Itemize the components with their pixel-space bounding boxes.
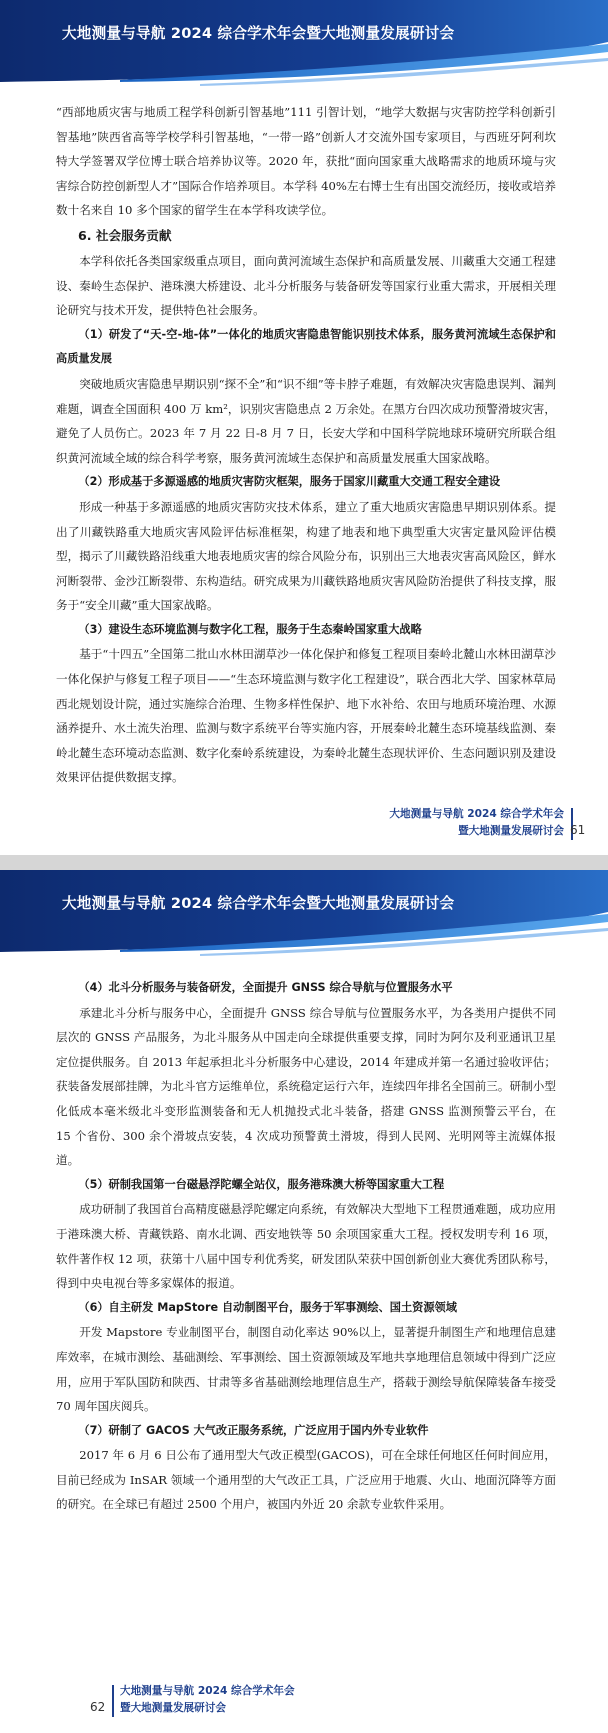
paragraph: 本学科依托各类国家级重点项目，面向黄河流域生态保护和高质量发展、川藏重大交通工程建设、秦岭生态保护、港珠澳大桥建设、北斗分析服务与装备研发等国家行业重大需求，开展相关理论研究与技术开发，提供特色社会服务。 xyxy=(56,253,556,318)
footer-divider xyxy=(112,1685,114,1717)
footer-line: 大地测量与导航 2024 综合学术年会 xyxy=(389,808,564,820)
header-title: 大地测量与导航 2024 综合学术年会暨大地测量发展研讨会 xyxy=(62,25,455,42)
item-title: （2）形成基于多源遥感的地质灾害防灾框架，服务于国家川藏重大交通工程安全建设 xyxy=(78,475,501,489)
header-banner xyxy=(0,870,608,956)
paragraph: 2017 年 6 月 6 日公布了通用型大气改正模型(GACOS)，可在全球任何地区任何时间应用，目前已经成为 InSAR 领域一个通用型的大气改正工具，广泛应用于地震、火山、地面沉降等方面的研究。在全球已有超过 2500 个用户，被国内外近 20 余款专业软件采用。 xyxy=(56,1448,556,1512)
paragraph: 开发 Mapstore 专业制图平台，制图自动化率达 90%以上，显著提升制图生产和地理信息建库效率，在城市测绘、基础测绘、军事测绘、国土资源领域及军地共享地理信息领域中得到广泛应用，应用于军队国防和陕西、甘肃等多省基础测绘地理信息生产，搭载于测绘导航保障装备车接受 70 周年国庆阅兵。 xyxy=(56,1325,556,1414)
page-61-body xyxy=(56,100,556,790)
page-61 xyxy=(0,0,608,855)
paragraph: 成功研制了我国首台高精度磁悬浮陀螺定向系统，有效解决大型地下工程贯通难题，成功应用于港珠澳大桥、青藏铁路、南水北调、西安地铁等 50 余项国家重大工程。授权发明专利 16 项，软件著作权 12 项，获第十八届中国专利优秀奖，研发团队荣获中国创新创业大赛优秀团队称号，得到中央电视台等多家媒体的报道。 xyxy=(56,1202,556,1291)
paragraph: 突破地质灾害隐患早期识别“探不全”和“识不细”等卡脖子难题，有效解决灾害隐患误判、漏判难题，调查全国面积 400 万 km²，识别灾害隐患点 2 万余处。在黑方台四次成功预警滑坡灾害，避免了人员伤亡。2023 年 7 月 22 日-8 月 7 日，长安大学和中国科学院地球环境研究所联合组织黄河流域全域的综合科学考察，服务黄河流域生态保护和高质量发展重大国家战略。 xyxy=(56,376,556,465)
page-number: 62 xyxy=(90,1700,106,1714)
item-title: （1）研发了“天-空-地-体”一体化的地质灾害隐患智能识别技术体系，服务黄河流域生态保护和高质量发展 xyxy=(56,327,556,366)
paragraph: “西部地质灾害与地质工程学科创新引智基地”111 引智计划，“地学大数据与灾害防控学科创新引智基地”陕西省高等学校学科引智基地，“一带一路”创新人才交流外国专家项目，与西班牙阿利坎特大学签署双学位博士联合培养协议等。2020 年，获批“面向国家重大战略需求的地质环境与灾害综合防控创新型人才”国际合作培养项目。本学科 40%左右博士生有出国交流经历，接收或培养数十名来自 10 多个国家的留学生在本学科攻读学位。 xyxy=(56,105,556,218)
footer-conference-name xyxy=(389,806,564,840)
item-title: （5）研制我国第一台磁悬浮陀螺全站仪，服务港珠澳大桥等国家重大工程 xyxy=(78,1177,445,1191)
footer-line: 暨大地测量发展研讨会 xyxy=(120,1702,226,1714)
page-number: 61 xyxy=(570,823,586,837)
section-heading: 6. 社会服务贡献 xyxy=(78,227,172,243)
header-title: 大地测量与导航 2024 综合学术年会暨大地测量发展研讨会 xyxy=(62,895,455,912)
item-title: （4）北斗分析服务与装备研发，全面提升 GNSS 综合导航与位置服务水平 xyxy=(78,981,453,994)
banner-graphic xyxy=(0,0,608,86)
paragraph: 形成一种基于多源遥感的地质灾害防灾技术体系，建立了重大地质灾害隐患早期识别体系。提出了川藏铁路重大地质灾害风险评估标准框架，构建了地表和地下典型重大灾害定量风险评估模型，揭示了川藏铁路沿线重大地表地质灾害的综合风险分布，识别出三大地表灾害高风险区，鲜水河断裂带、金沙江断裂带、东构造结。研究成果为川藏铁路地质灾害风险防治提供了科技支撑，服务于“安全川藏”重大国家战略。 xyxy=(56,499,556,613)
item-title: （7）研制了 GACOS 大气改正服务系统，广泛应用于国内外专业软件 xyxy=(78,1423,429,1437)
item-title: （3）建设生态环境监测与数字化工程，服务于生态秦岭国家重大战略 xyxy=(78,622,422,636)
item-title: （6）自主研发 MapStore 自动制图平台，服务于军事测绘、国土资源领域 xyxy=(78,1300,457,1314)
paragraph: 承建北斗分析与服务中心，全面提升 GNSS 综合导航与位置服务水平，为各类用户提供不同层次的 GNSS 产品服务，为北斗服务从中国走向全球提供重要支撑，同时为阿尔及利亚通讯卫星定位提供服务。自 2013 年起承担北斗分析服务中心建设，2014 年建成并第一名通过验收评估；获装备发展部挂牌，为北斗官方运维单位，系统稳定运行六年，连续四年排名全国前三。研制小型化低成本毫米级北斗变形监测装备和无人机抛投式北斗装备，搭建 GNSS 监测预警云平台，在 15 个省份、300 余个滑坡点安装，4 次成功预警黄土滑坡，得到人民网、光明网等主流媒体报道。 xyxy=(56,1005,556,1168)
page-62-body xyxy=(56,976,556,1517)
banner-graphic xyxy=(0,870,608,956)
footer-conference-name xyxy=(120,1683,295,1717)
header-banner xyxy=(0,0,608,86)
footer-line: 暨大地测量发展研讨会 xyxy=(458,825,564,837)
page-gap xyxy=(0,855,608,870)
paragraph: 基于“十四五”全国第二批山水林田湖草沙一体化保护和修复工程项目秦岭北麓山水林田湖草沙一体化保护与修复工程子项目——“生态环境监测与数字化工程建设”，联合西北大学、国家林草局西北规划设计院，通过实施综合治理、生物多样性保护、地下水补给、农田与地质环境治理、水源涵养提升、水土流失治理、监测与数字系统平台等实施内容，开展秦岭北麓生态环境基线监测、秦岭北麓生态环境动态监测、数字化秦岭系统建设，为秦岭北麓生态现状评价、生态问题识别及建设效果评估提供数据支撑。 xyxy=(56,647,556,785)
footer-line: 大地测量与导航 2024 综合学术年会 xyxy=(120,1685,295,1697)
page-62 xyxy=(0,870,608,1733)
